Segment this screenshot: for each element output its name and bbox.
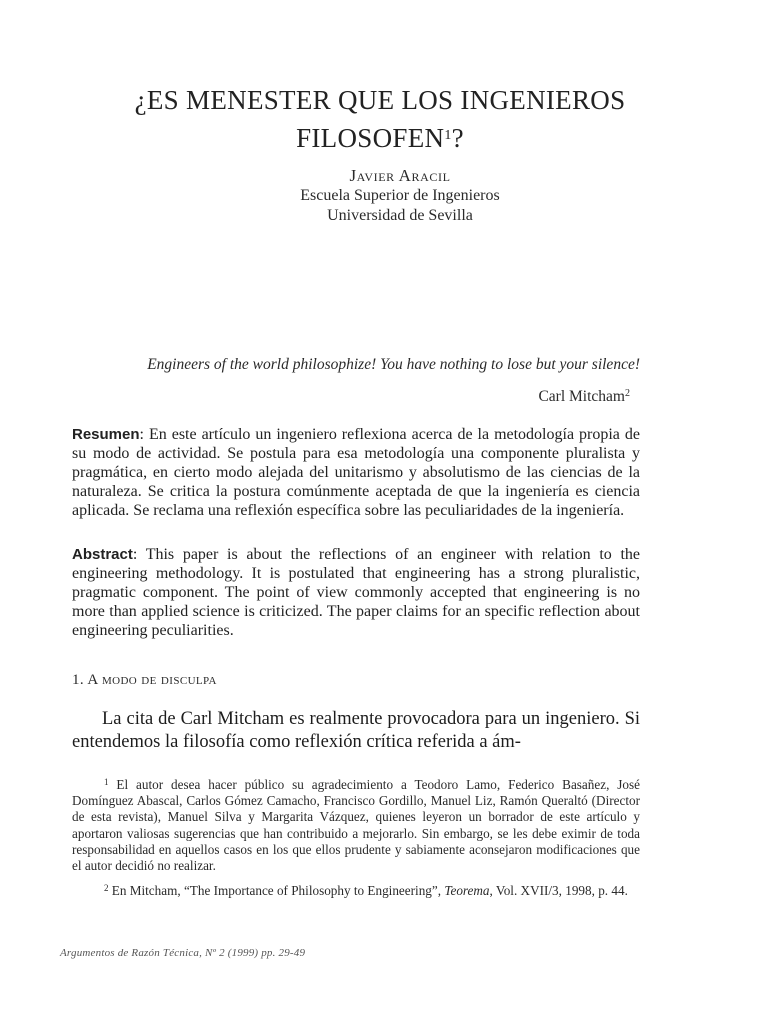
section-heading (72, 672, 217, 689)
footnote-1 (72, 774, 640, 874)
footnote-2 (72, 880, 640, 899)
footnote-2-marker: 2 (104, 883, 109, 894)
title-question-mark: ? (451, 123, 464, 153)
page-footer-citation: Argumentos de Razón Técnica, Nº 2 (1999) pp. 29-49 (60, 947, 306, 959)
author-affiliation-school: Escuela Superior de Ingenieros (300, 187, 500, 204)
footnote-1-marker: 1 (104, 777, 109, 787)
title-line-1: ¿ES MENESTER QUE LOS INGENIEROS (134, 85, 626, 115)
footnote-2-text-before: En Mitcham, “The Importance of Philosophy to Engineering”, (111, 883, 445, 899)
footnote-1-text: El autor desea hacer público su agradecimiento a Teodoro Lamo, Federico Basañez, José Domínguez Abascal, Carlos Gómez Camacho, Francisco Gordillo, Manuel Liz, Ramón Queraltó (Director de esta revista), Manuel Silva y Margarita Vázquez, quienes leyeron un borrador de este artículo y aportaron valiosas sugerencias que han contribuido a mejorarlo. Sin embargo, se les debe eximir de toda responsabilidad en aquellos casos en los que ellos prudente y sabiamente aconsejaron modificaciones que el autor decidió no realizar. (72, 777, 640, 874)
author-affiliation-university: Universidad de Sevilla (327, 207, 473, 224)
body-paragraph: La cita de Carl Mitcham es realmente provocadora para un ingeniero. Si entendemos la filosofía como reflexión crítica referida a ám- (72, 709, 640, 752)
footnotes (72, 774, 640, 905)
author-block (100, 166, 700, 226)
epigraph-quote: Engineers of the world philosophize! You have nothing to lose but your silence! (147, 356, 640, 373)
author-name: Javier Aracil (349, 166, 451, 185)
title-line-2-text: FILOSOFEN (296, 123, 445, 153)
abstract-label: Abstract (72, 546, 133, 563)
abstract-text: : This paper is about the reflections of an engineer with relation to the engineering methodology. It is postulated that engineering has a strong pluralistic, pragmatic component. The point of view commonly accepted that engineering is no more than applied science is criticized. The paper claims for an specific reflection about engineering peculiarities. (72, 546, 640, 639)
resumen-paragraph (72, 425, 640, 520)
resumen-label: Resumen (72, 426, 140, 443)
section-number: 1. A (72, 672, 98, 688)
title-footnote-ref: 1 (444, 128, 452, 143)
epigraph-author-name: Carl Mitcham (538, 388, 625, 405)
footnote-2-journal: Teorema (444, 883, 490, 899)
footnote-2-text-after: , Vol. XVII/3, 1998, p. 44. (489, 883, 628, 899)
title-line-2 (80, 118, 680, 156)
epigraph-author (538, 388, 630, 406)
section-title: modo de disculpa (101, 672, 217, 688)
resumen-text: : En este artículo un ingeniero reflexiona acerca de la metodología propia de su modo de actividad. Se postula para esa metodología una componente pluralista y pragmática, en cierto modo alejada del unitarismo y absolutismo de las ciencias de la naturaleza. Se critica la postura comúnmente aceptada de que la ingeniería es ciencia aplicada. Se reclama una reflexión específica sobre las peculiaridades de la ingeniería. (72, 426, 640, 519)
abstract-paragraph (72, 545, 640, 640)
epigraph-footnote-ref: 2 (625, 388, 630, 399)
article-title (80, 82, 680, 156)
